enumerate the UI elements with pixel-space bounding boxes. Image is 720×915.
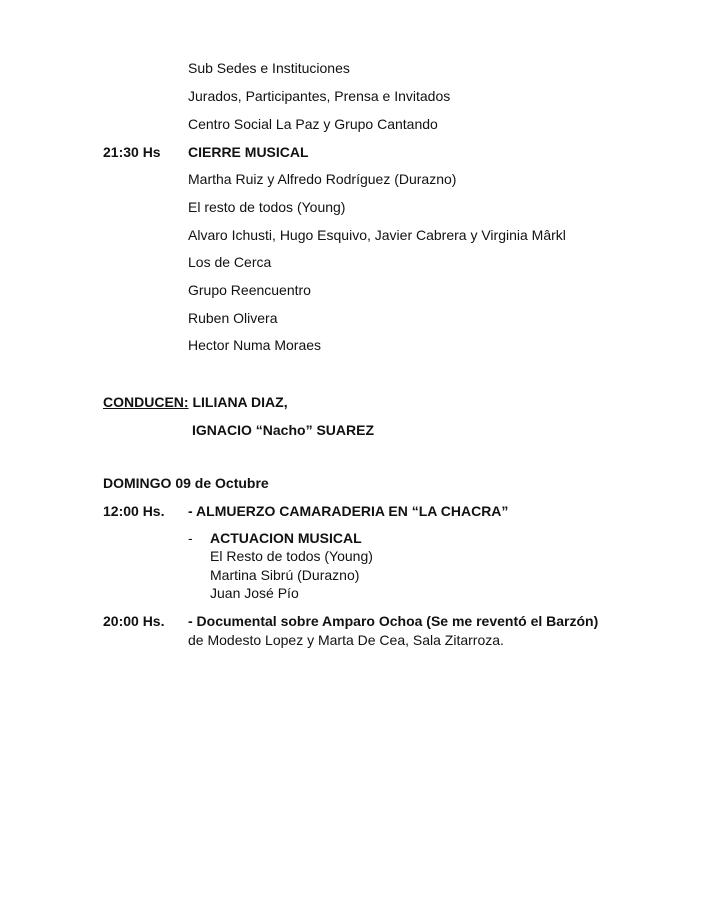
sub-item: El Resto de todos (Young) — [210, 548, 373, 564]
top-list-item: Centro Social La Paz y Grupo Cantando — [188, 116, 438, 132]
event-time: 20:00 Hs. — [103, 613, 165, 629]
performer-item: Alvaro Ichusti, Hugo Esquivo, Javier Cabrera y Virginia Mârkl — [188, 227, 566, 243]
host-name: IGNACIO “Nacho” SUAREZ — [192, 422, 375, 438]
top-list-item: Sub Sedes e Instituciones — [188, 60, 350, 76]
day-heading: DOMINGO 09 de Octubre — [103, 475, 269, 491]
event-title: - ALMUERZO CAMARADERIA EN “LA CHACRA” — [188, 503, 509, 519]
conducen-line — [103, 394, 288, 411]
sub-item: Juan José Pío — [210, 585, 299, 601]
sub-title: ACTUACION MUSICAL — [210, 530, 362, 546]
event-time: 12:00 Hs. — [103, 503, 165, 519]
top-list-item: Jurados, Participantes, Prensa e Invitados — [188, 88, 451, 104]
performer-item: Grupo Reencuentro — [188, 282, 311, 298]
bullet: - — [188, 530, 193, 546]
performer-item: El resto de todos (Young) — [188, 199, 346, 215]
event-title: - Documental sobre Amparo Ochoa (Se me reventó el Barzón) — [188, 613, 599, 629]
sub-item: Martina Sibrú (Durazno) — [210, 567, 360, 583]
cierre-time: 21:30 Hs — [103, 144, 161, 160]
cierre-title: CIERRE MUSICAL — [188, 144, 309, 160]
performer-item: Hector Numa Moraes — [188, 337, 322, 353]
host-name: LILIANA DIAZ, — [192, 394, 288, 410]
performer-item: Martha Ruiz y Alfredo Rodríguez (Durazno) — [188, 171, 457, 187]
performer-item: Ruben Olivera — [188, 310, 278, 326]
performer-item: Los de Cerca — [188, 254, 272, 270]
conducen-label: CONDUCEN: — [103, 394, 189, 410]
event-detail: de Modesto Lopez y Marta De Cea, Sala Zitarroza. — [188, 632, 504, 648]
